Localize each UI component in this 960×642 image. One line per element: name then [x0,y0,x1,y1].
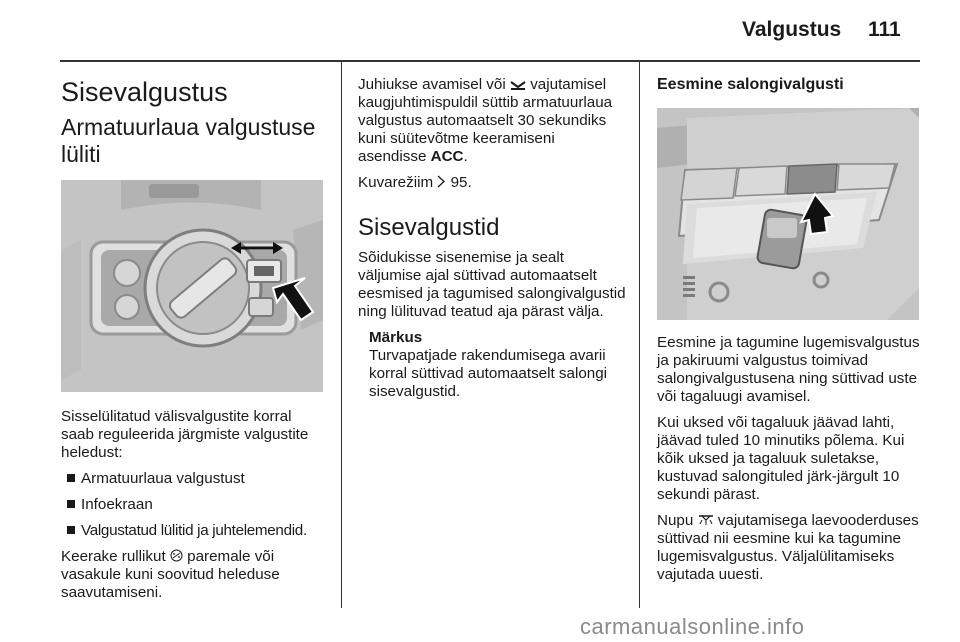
unlock-key-icon [510,76,526,94]
page-ref-arrow-icon [437,174,446,192]
subsection-title: Armatuurlaua valgustuse lüliti [61,114,316,167]
front-light-text-3: Nupu vajutamisega laevooderduses süttivad nii eesmine kui ka tagumine lugemisvalgustus. Väljalülitamiseks vajutada uuesti. [657,512,919,583]
column-divider-2 [639,62,640,608]
list-item: Armatuurlaua valgustust [67,470,327,488]
column-3 [657,70,923,592]
interior-light-icon [698,512,714,530]
section-title: Sisevalgustus [61,77,228,107]
front-light-text-1: Eesmine ja tagumine lugemisvalgustus ja pakiruumi valgustus toimivad salongivalgustusena ning süttivad uste või tagaluugi avamisel. [657,334,920,405]
front-light-title: Eesmine salongivalgusti [657,76,844,93]
instruction-text: Keerake rullikut paremale või vasakule kuni soovitud heleduse saavutamiseni. [61,548,280,601]
display-mode-reference: Kuvarežiim 95. [358,174,472,191]
list-item: Valgustatud lülitid ja juhtelemendid. [67,522,327,540]
page-number: 111 [868,18,901,41]
header-title: Valgustus [742,18,842,41]
column-1 [61,70,327,610]
note-text: Turvapatjade rakendumisega avarii korral süttivad automaatselt salongi sisevalgustid. [369,347,608,400]
intro-text: Sisselülitatud välisvalgustite korral saab reguleerida järgmiste valgustite heledust: [61,408,309,461]
column-2 [358,76,626,401]
note-box [369,329,626,401]
front-courtesy-light-figure [657,108,919,320]
header-rule [60,60,920,62]
dimmer-wheel-icon [170,548,183,566]
dashboard-switch-figure [61,180,323,392]
front-light-text-2: Kui uksed või tagaluuk jäävad lahti, jäävad tuled 10 minutiks põlema. Kui kõik uksed ja tagaluuk suletakse, kustuvad salongituled järk-järgult 10 sekundi pärast. [657,414,905,503]
note-title: Märkus [369,329,423,346]
column-divider-1 [341,62,342,608]
list-item: Infoekraan [67,496,327,514]
watermark: carmanualsonline.info [580,614,805,639]
interior-lights-text: Sõidukisse sisenemise ja sealt väljumise ajal süttivad automaatselt eesmised ja tagumised salongivalgustid ning lülituvad teatud aja pärast välja. [358,249,626,320]
subsection-title-interior-lights: Sisevalgustid [358,214,500,241]
unlock-paragraph: Juhiukse avamisel või vajutamisel kaugjuhtimispuldil süttib armatuurlaua valgustus automaatselt 30 sekundiks kuni süütevõtme keeramiseni asendisse ACC. [358,76,613,165]
